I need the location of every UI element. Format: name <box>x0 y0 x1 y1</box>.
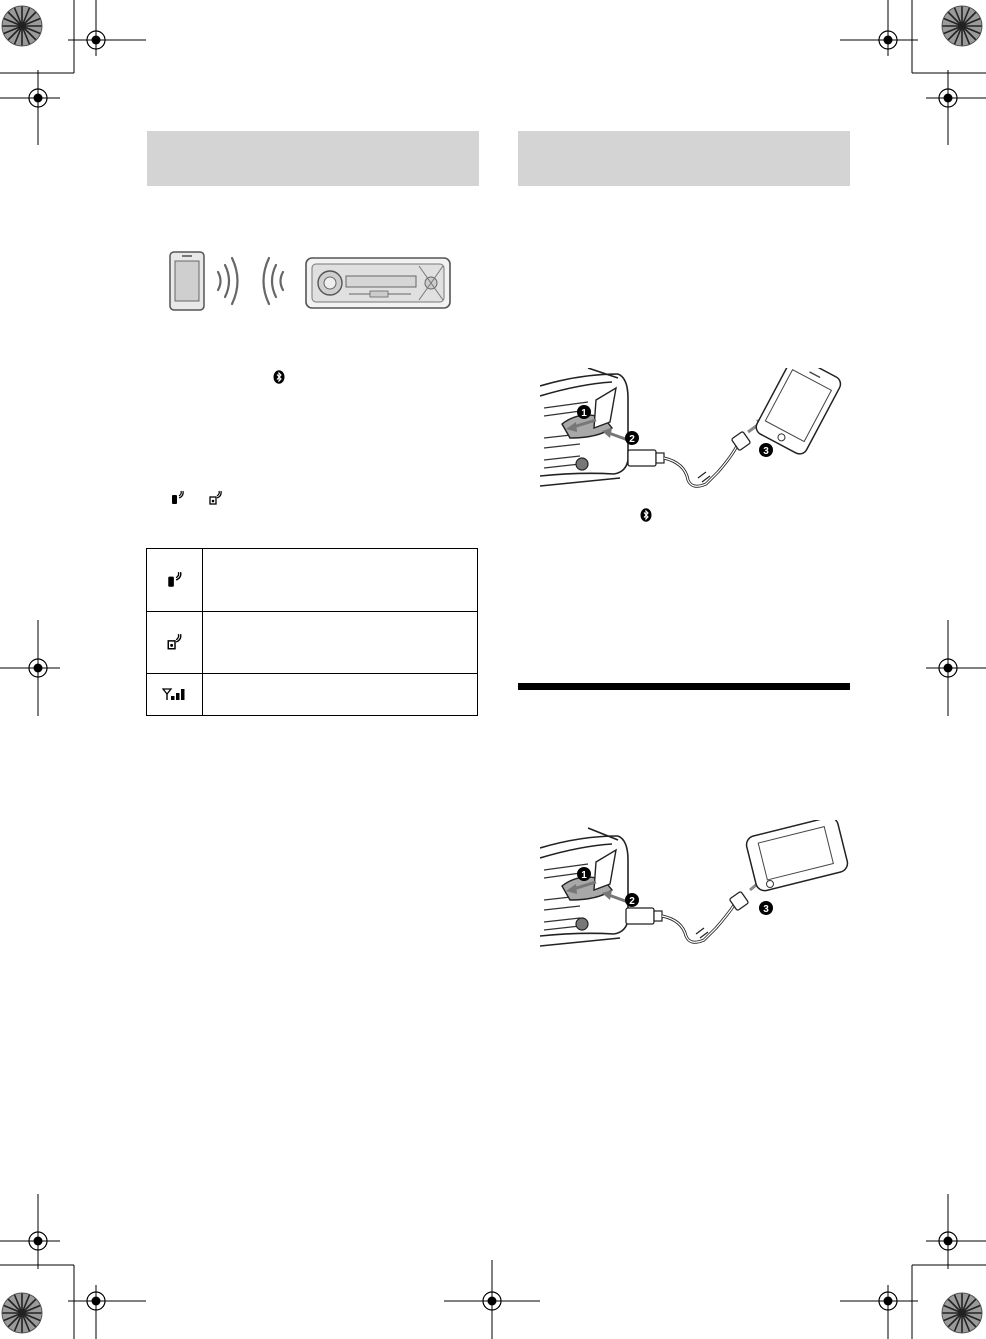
callout-1: 1 <box>581 870 587 881</box>
callout-1: 1 <box>581 408 587 419</box>
bluetooth-icon <box>640 508 652 522</box>
status-icon-table <box>146 548 478 716</box>
wireless-waves-icon <box>218 258 283 304</box>
table-row <box>147 673 202 715</box>
bluetooth-icon <box>273 370 285 384</box>
phone-bluetooth-icon <box>166 571 184 589</box>
audio-bluetooth-icon <box>166 633 184 651</box>
phone-bluetooth-icon <box>170 490 186 506</box>
signal-strength-icon <box>162 687 188 701</box>
callout-3: 3 <box>763 904 769 915</box>
right-section-header <box>518 131 850 186</box>
table-divider <box>202 549 203 715</box>
table-row <box>147 549 202 611</box>
audio-bluetooth-icon <box>208 490 224 506</box>
section-divider-rule <box>518 683 850 690</box>
smartphone-icon <box>170 252 204 310</box>
callout-2: 2 <box>629 896 635 907</box>
callout-2: 2 <box>629 434 635 445</box>
usb-connection-illustration-top <box>540 368 852 493</box>
bluetooth-pairing-illustration <box>165 248 455 314</box>
table-row <box>147 611 202 673</box>
left-section-header <box>147 131 479 186</box>
car-stereo-icon <box>306 258 450 308</box>
callout-3: 3 <box>763 446 769 457</box>
usb-connection-illustration-bottom <box>540 820 852 950</box>
